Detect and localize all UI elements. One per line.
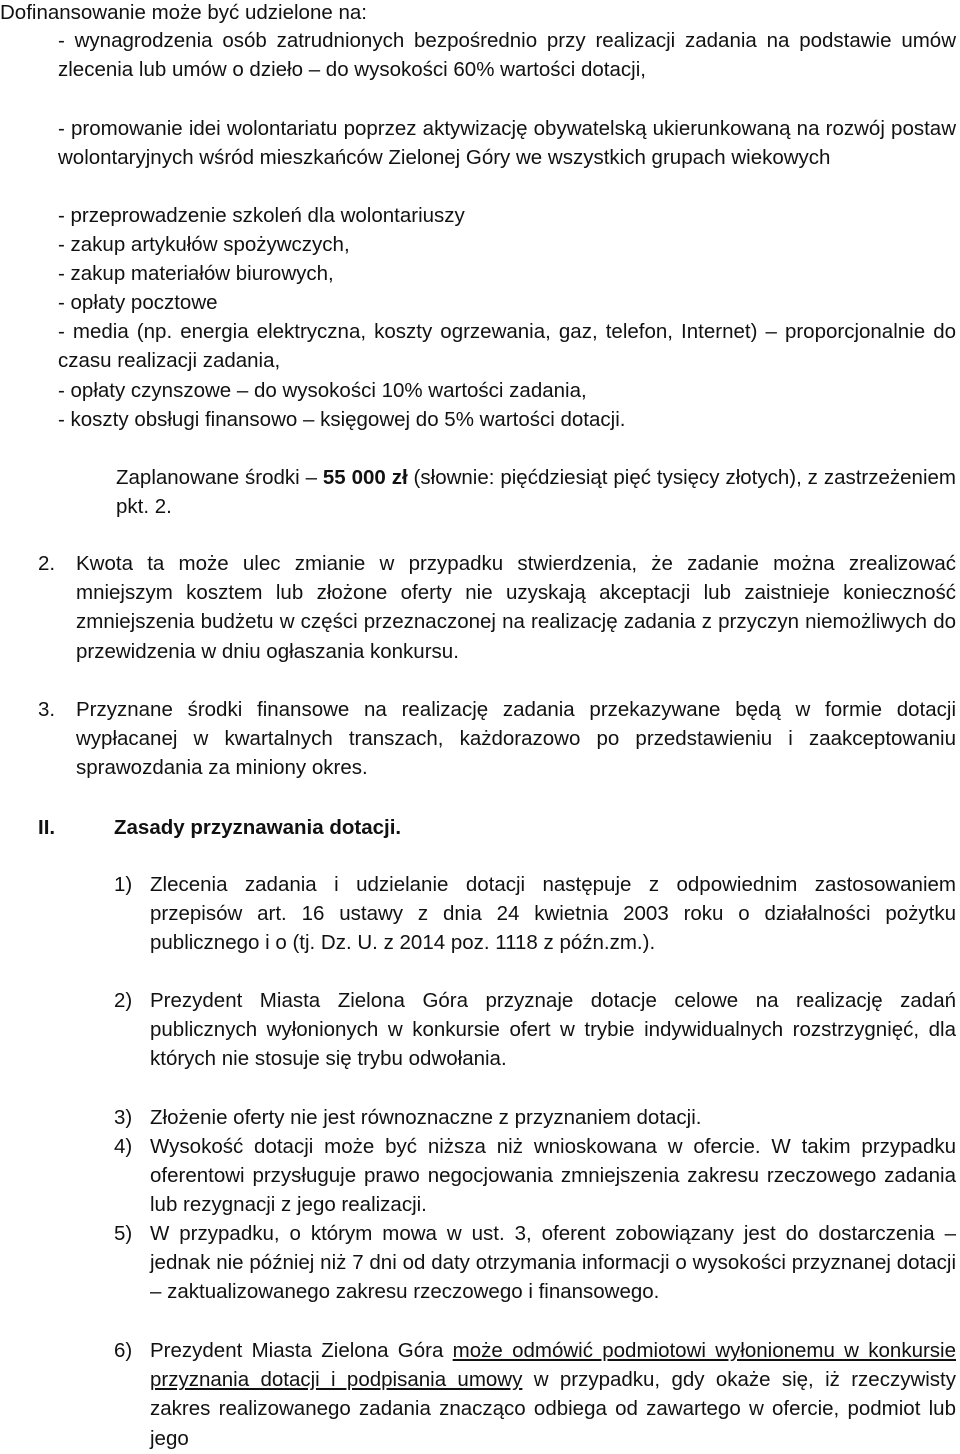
rule-text: Prezydent Miasta Zielona Góra może odmówić podmiotowi wyłonionemu w konkursie przyznania dotacji i podpisania umowy w przypadku, gdy okaże się, iż rzeczywisty zakres realizowanego zadania znacząco odbiega od zawartego w ofercie, podmiot lub jego [150, 1339, 956, 1450]
list-item: - media (np. energia elektryczna, koszty ogrzewania, gaz, telefon, Internet) – proporcjonalnie do czasu realizacji zadania, [58, 320, 956, 373]
list-item: - promowanie idei wolontariatu poprzez aktywizację obywatelską ukierunkowaną na rozwój postaw wolontaryjnych wśród mieszkańców Zielonej Góry we wszystkich grupach wiekowych [58, 117, 956, 170]
rule-number: 5) [114, 1222, 133, 1245]
rule-number: 6) [114, 1339, 133, 1362]
rule-number: 1) [114, 873, 133, 896]
rule-number: 4) [114, 1135, 133, 1158]
intro-text: Dofinansowanie może być udzielone na: [0, 1, 367, 24]
section-title: Zasady przyznawania dotacji. [114, 816, 402, 839]
list-item: - zakup materiałów biurowych, [58, 262, 334, 285]
rule-text: W przypadku, o którym mowa w ust. 3, oferent zobowiązany jest do dostarczenia – jednak nie później niż 7 dni od daty otrzymania informacji o wysokości przyznanej dotacji – zaktualizowanego zakresu rzeczowego i finansowego. [150, 1222, 956, 1304]
planned-amount: 55 000 zł [322, 466, 408, 489]
list-item: - zakup artykułów spożywczych, [58, 233, 350, 256]
point-number: 3. [38, 698, 56, 721]
point-number: 2. [38, 552, 56, 575]
rule-text: Złożenie oferty nie jest równoznaczne z przyznaniem dotacji. [150, 1106, 702, 1129]
rule-text: Zlecenia zadania i udzielanie dotacji następuje z odpowiednim zastosowaniem przepisów art. 16 ustawy z dnia 24 kwietnia 2003 roku o działalności pożytku publicznego i o (tj. Dz. U. z 2014 poz. 1118 z późn.zm.). [150, 873, 956, 955]
rule-number: 2) [114, 989, 133, 1012]
section-number: II. [38, 816, 56, 839]
list-item: - opłaty czynszowe – do wysokości 10% wartości zadania, [58, 379, 587, 402]
rule-number: 3) [114, 1106, 133, 1129]
rule-text: Prezydent Miasta Zielona Góra przyznaje dotacje celowe na realizację zadań publicznych wyłonionych w konkursie ofert w trybie indywidualnych rozstrzygnięć, dla których nie stosuje się trybu odwołania. [150, 989, 956, 1071]
list-item: - wynagrodzenia osób zatrudnionych bezpośrednio przy realizacji zadania na podstawie umów zlecenia lub umów o dzieło – do wysokości 60% wartości dotacji, [58, 29, 956, 82]
underlined-phrase: może odmówić podmiotowi wyłonionemu w konkursie przyznania dotacji i podpisania umowy [150, 1339, 956, 1392]
list-item: - koszty obsługi finansowo – księgowej do 5% wartości dotacji. [58, 408, 626, 431]
point-text: Kwota ta może ulec zmianie w przypadku stwierdzenia, że zadanie można zrealizować mniejszym kosztem lub złożone oferty nie uzyskają akceptacji lub zaistnieje konieczność zmniejszenia budżetu w części przeznaczonej na realizację zadania z przyczyn niemożliwych do przewidzenia w dniu ogłaszania konkursu. [76, 552, 956, 663]
list-item: - opłaty pocztowe [58, 291, 218, 314]
list-item: - przeprowadzenie szkoleń dla wolontariuszy [58, 204, 465, 227]
rule-text: Wysokość dotacji może być niższa niż wnioskowana w ofercie. W takim przypadku oferentowi przysługuje prawo negocjowania zmniejszenia zakresu rzeczowego zadania lub rezygnacji z jego realizacji. [150, 1135, 956, 1217]
planned-funds: Zaplanowane środki – 55 000 zł (słownie: pięćdziesiąt pięć tysięcy złotych), z zastrzeżeniem pkt. 2. [116, 466, 956, 519]
point-text: Przyznane środki finansowe na realizację zadania przekazywane będą w formie dotacji wypłacanej w kwartalnych transzach, każdorazowo po przedstawieniu i zaakceptowaniu sprawozdania za miniony okres. [76, 698, 956, 780]
